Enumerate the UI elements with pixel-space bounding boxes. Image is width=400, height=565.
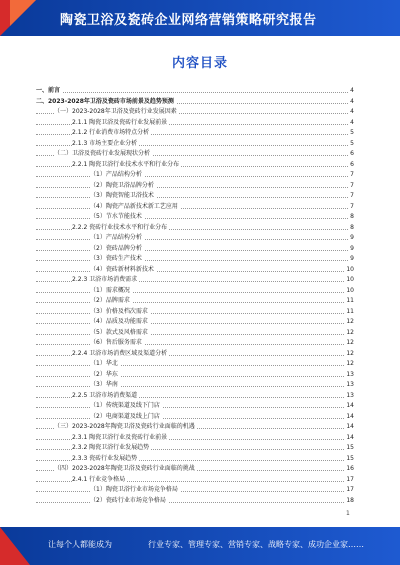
toc-entry[interactable] bbox=[36, 191, 354, 202]
toc-leader-dots bbox=[36, 239, 354, 240]
toc-entry-text: （四）2023-2028年陶瓷卫浴及瓷砖行业面临的挑战 bbox=[54, 464, 197, 475]
toc-entry-page: 7 bbox=[348, 191, 354, 202]
toc-entry[interactable] bbox=[36, 223, 354, 234]
toc-entry[interactable] bbox=[36, 97, 354, 108]
toc-entry-page: 14 bbox=[344, 433, 354, 444]
toc-entry-text: 2.2.2 瓷砖行业技术水平和行业分布 bbox=[72, 223, 169, 234]
toc-entry[interactable] bbox=[36, 296, 354, 307]
toc-leader-dots bbox=[36, 386, 354, 387]
toc-leader-dots bbox=[36, 344, 354, 345]
toc-entry[interactable] bbox=[36, 485, 354, 496]
toc-entry-text: 2.4.1 行业竞争格局 bbox=[72, 475, 127, 486]
toc-entry[interactable] bbox=[36, 118, 354, 129]
toc-entry[interactable] bbox=[36, 244, 354, 255]
toc-entry-text: 2.1.3 市场主要企业分析 bbox=[72, 139, 139, 150]
toc-leader-dots bbox=[36, 292, 354, 293]
toc-entry-text: （1）传统渠道及线下门店 bbox=[90, 401, 162, 412]
toc-leader-dots bbox=[36, 271, 354, 272]
toc-entry-text: （5）款式及风格需求 bbox=[90, 328, 150, 339]
toc-entry-text: （2）电商渠道及线上门店 bbox=[90, 412, 162, 423]
toc-entry-page: 4 bbox=[348, 107, 354, 118]
toc-entry[interactable] bbox=[36, 464, 354, 475]
toc-entry-text: （3）陶瓷智能卫浴技术 bbox=[90, 191, 156, 202]
toc-entry-text: （2）华东 bbox=[90, 370, 120, 381]
toc-leader-dots bbox=[36, 250, 354, 251]
footer-banner bbox=[0, 527, 400, 565]
header-banner bbox=[0, 0, 400, 36]
toc-entry-page: 5 bbox=[348, 139, 354, 150]
toc-entry[interactable] bbox=[36, 475, 354, 486]
toc-entry-page: 7 bbox=[348, 170, 354, 181]
toc-entry-text: （二）卫浴及瓷砖行业发展现状分析 bbox=[54, 149, 152, 160]
toc-entry-text: （1）需求概况 bbox=[90, 286, 132, 297]
toc-entry-text: （2）瓷砖行业市场竞争格局 bbox=[90, 496, 168, 507]
toc-entry[interactable] bbox=[36, 349, 354, 360]
toc-entry-page: 17 bbox=[344, 475, 354, 486]
toc-leader-dots bbox=[36, 208, 354, 209]
toc-entry-text: 2.2.3 卫浴市场消费需求 bbox=[72, 275, 139, 286]
footer-slogan-right: 行业专家、管理专家、营销专家、战略专家、成功企业家…… bbox=[148, 540, 364, 549]
toc-entry[interactable] bbox=[36, 443, 354, 454]
toc-entry-page: 12 bbox=[344, 359, 354, 370]
toc-entry-text: （1）产品结构分析 bbox=[90, 233, 144, 244]
toc-entry-page: 14 bbox=[344, 401, 354, 412]
toc-leader-dots bbox=[36, 313, 354, 314]
toc-entry-page: 11 bbox=[344, 307, 354, 318]
table-of-contents bbox=[36, 86, 354, 506]
toc-entry-text: （2）品牌需求 bbox=[90, 296, 132, 307]
toc-entry-text: （4）品质及功能需求 bbox=[90, 317, 150, 328]
toc-entry-page: 12 bbox=[344, 349, 354, 360]
toc-entry[interactable] bbox=[36, 370, 354, 381]
toc-leader-dots bbox=[36, 197, 354, 198]
toc-entry-text: （3）华南 bbox=[90, 380, 120, 391]
toc-entry[interactable] bbox=[36, 328, 354, 339]
footer-slogan-left: 让每个人都能成为 bbox=[48, 540, 112, 549]
toc-entry-text: （1）华北 bbox=[90, 359, 120, 370]
toc-entry-page: 16 bbox=[344, 464, 354, 475]
toc-leader-dots bbox=[36, 491, 354, 492]
toc-entry[interactable] bbox=[36, 433, 354, 444]
toc-entry-page: 17 bbox=[344, 485, 354, 496]
toc-entry-text: 2.3.1 陶瓷卫浴行业及瓷砖行业前景 bbox=[72, 433, 169, 444]
toc-leader-dots bbox=[36, 323, 354, 324]
toc-entry-page: 15 bbox=[344, 443, 354, 454]
toc-entry-page: 7 bbox=[348, 202, 354, 213]
toc-entry[interactable] bbox=[36, 307, 354, 318]
toc-entry[interactable] bbox=[36, 422, 354, 433]
toc-entry[interactable] bbox=[36, 286, 354, 297]
toc-entry-text: （4）瓷砖新材料新技术 bbox=[90, 265, 156, 276]
toc-entry-page: 5 bbox=[348, 128, 354, 139]
toc-entry[interactable] bbox=[36, 233, 354, 244]
toc-leader-dots bbox=[36, 176, 354, 177]
toc-entry-text: （2）瓷砖品牌分析 bbox=[90, 244, 144, 255]
toc-leader-dots bbox=[36, 365, 354, 366]
toc-entry[interactable] bbox=[36, 391, 354, 402]
toc-leader-dots bbox=[36, 418, 354, 419]
toc-entry[interactable] bbox=[36, 86, 354, 97]
toc-entry[interactable] bbox=[36, 254, 354, 265]
toc-entry-page: 8 bbox=[348, 223, 354, 234]
toc-entry-page: 4 bbox=[348, 86, 354, 97]
toc-entry-page: 15 bbox=[344, 454, 354, 465]
toc-entry-text: （三）2023-2028年陶瓷卫浴及瓷砖行业面临的机遇 bbox=[54, 422, 197, 433]
toc-entry-page: 6 bbox=[348, 149, 354, 160]
toc-entry-page: 7 bbox=[348, 181, 354, 192]
toc-entry[interactable] bbox=[36, 401, 354, 412]
toc-entry[interactable] bbox=[36, 128, 354, 139]
toc-entry-text: 2.1.1 陶瓷卫浴及瓷砖行业发展前景 bbox=[72, 118, 169, 129]
toc-entry-text: 2.3.3 瓷砖行业发展趋势 bbox=[72, 454, 139, 465]
toc-entry[interactable] bbox=[36, 338, 354, 349]
toc-entry-text: （6）售后服务需求 bbox=[90, 338, 144, 349]
toc-entry[interactable] bbox=[36, 412, 354, 423]
toc-entry-page: 13 bbox=[344, 380, 354, 391]
toc-leader-dots bbox=[36, 92, 354, 93]
toc-entry[interactable] bbox=[36, 202, 354, 213]
toc-entry-page: 9 bbox=[348, 244, 354, 255]
toc-entry-page: 13 bbox=[344, 391, 354, 402]
toc-entry[interactable] bbox=[36, 275, 354, 286]
toc-entry[interactable] bbox=[36, 317, 354, 328]
toc-entry-page: 12 bbox=[344, 317, 354, 328]
toc-entry-text: （5）节水节能技术 bbox=[90, 212, 144, 223]
toc-entry[interactable] bbox=[36, 170, 354, 181]
toc-entry[interactable] bbox=[36, 496, 354, 507]
toc-leader-dots bbox=[36, 302, 354, 303]
toc-entry-text: （4）陶瓷产品新技术新工艺应用 bbox=[90, 202, 180, 213]
toc-entry-text: 2.2.4 卫浴市场消费区域及渠道分析 bbox=[72, 349, 169, 360]
toc-entry-page: 18 bbox=[344, 496, 354, 507]
toc-entry[interactable] bbox=[36, 359, 354, 370]
toc-entry[interactable] bbox=[36, 454, 354, 465]
toc-title: 内容目录 bbox=[171, 56, 228, 71]
toc-entry-page: 6 bbox=[348, 160, 354, 171]
toc-entry-page: 4 bbox=[348, 97, 354, 108]
toc-entry[interactable] bbox=[36, 107, 354, 118]
toc-entry-text: （3）价格及档次需求 bbox=[90, 307, 150, 318]
toc-entry[interactable] bbox=[36, 160, 354, 171]
toc-leader-dots bbox=[36, 218, 354, 219]
report-title: 陶瓷卫浴及瓷砖企业网络营销策略研究报告 bbox=[60, 13, 317, 28]
toc-entry-text: 2.2.5 卫浴市场消费渠道 bbox=[72, 391, 139, 402]
toc-entry-page: 9 bbox=[348, 254, 354, 265]
toc-entry-text: 2.3.2 陶瓷卫浴行业发展趋势 bbox=[72, 443, 151, 454]
toc-entry[interactable] bbox=[36, 212, 354, 223]
toc-entry-text: 二、2023-2028年卫浴及瓷砖市场前景及趋势预测 bbox=[36, 97, 176, 108]
toc-entry-page: 13 bbox=[344, 370, 354, 381]
toc-leader-dots bbox=[36, 502, 354, 503]
toc-leader-dots bbox=[36, 407, 354, 408]
page-number: 1 bbox=[346, 510, 350, 517]
toc-entry-text: （3）瓷砖生产技术 bbox=[90, 254, 144, 265]
toc-entry-text: （1）产品结构分析 bbox=[90, 170, 144, 181]
toc-entry-page: 10 bbox=[344, 286, 354, 297]
toc-entry-page: 14 bbox=[344, 422, 354, 433]
toc-entry-page: 11 bbox=[344, 296, 354, 307]
toc-entry-page: 14 bbox=[344, 412, 354, 423]
toc-entry-page: 12 bbox=[344, 338, 354, 349]
toc-entry-text: （2）陶瓷卫浴品牌分析 bbox=[90, 181, 156, 192]
toc-entry-page: 9 bbox=[348, 233, 354, 244]
corner-decoration-inner bbox=[10, 0, 36, 26]
toc-entry-text: 一、前言 bbox=[36, 86, 62, 97]
toc-entry-text: 2.2.1 陶瓷卫浴行业技术水平和行业分布 bbox=[72, 160, 181, 171]
toc-entry-text: （1）陶瓷卫浴行业市场竞争格局 bbox=[90, 485, 180, 496]
toc-entry[interactable] bbox=[36, 380, 354, 391]
footer-decoration bbox=[0, 527, 30, 565]
toc-entry[interactable] bbox=[36, 265, 354, 276]
toc-entry-text: 2.1.2 行业消费市场特点分析 bbox=[72, 128, 151, 139]
toc-entry-page: 4 bbox=[348, 118, 354, 129]
toc-entry-text: （一）2023-2028年卫浴及瓷砖行业发展因素 bbox=[54, 107, 179, 118]
toc-entry-page: 10 bbox=[344, 275, 354, 286]
toc-leader-dots bbox=[36, 187, 354, 188]
toc-leader-dots bbox=[36, 260, 354, 261]
toc-entry[interactable] bbox=[36, 149, 354, 160]
toc-entry-page: 8 bbox=[348, 212, 354, 223]
toc-leader-dots bbox=[36, 334, 354, 335]
toc-entry[interactable] bbox=[36, 139, 354, 150]
toc-entry[interactable] bbox=[36, 181, 354, 192]
toc-leader-dots bbox=[36, 376, 354, 377]
toc-entry-page: 12 bbox=[344, 328, 354, 339]
toc-entry-page: 10 bbox=[344, 265, 354, 276]
